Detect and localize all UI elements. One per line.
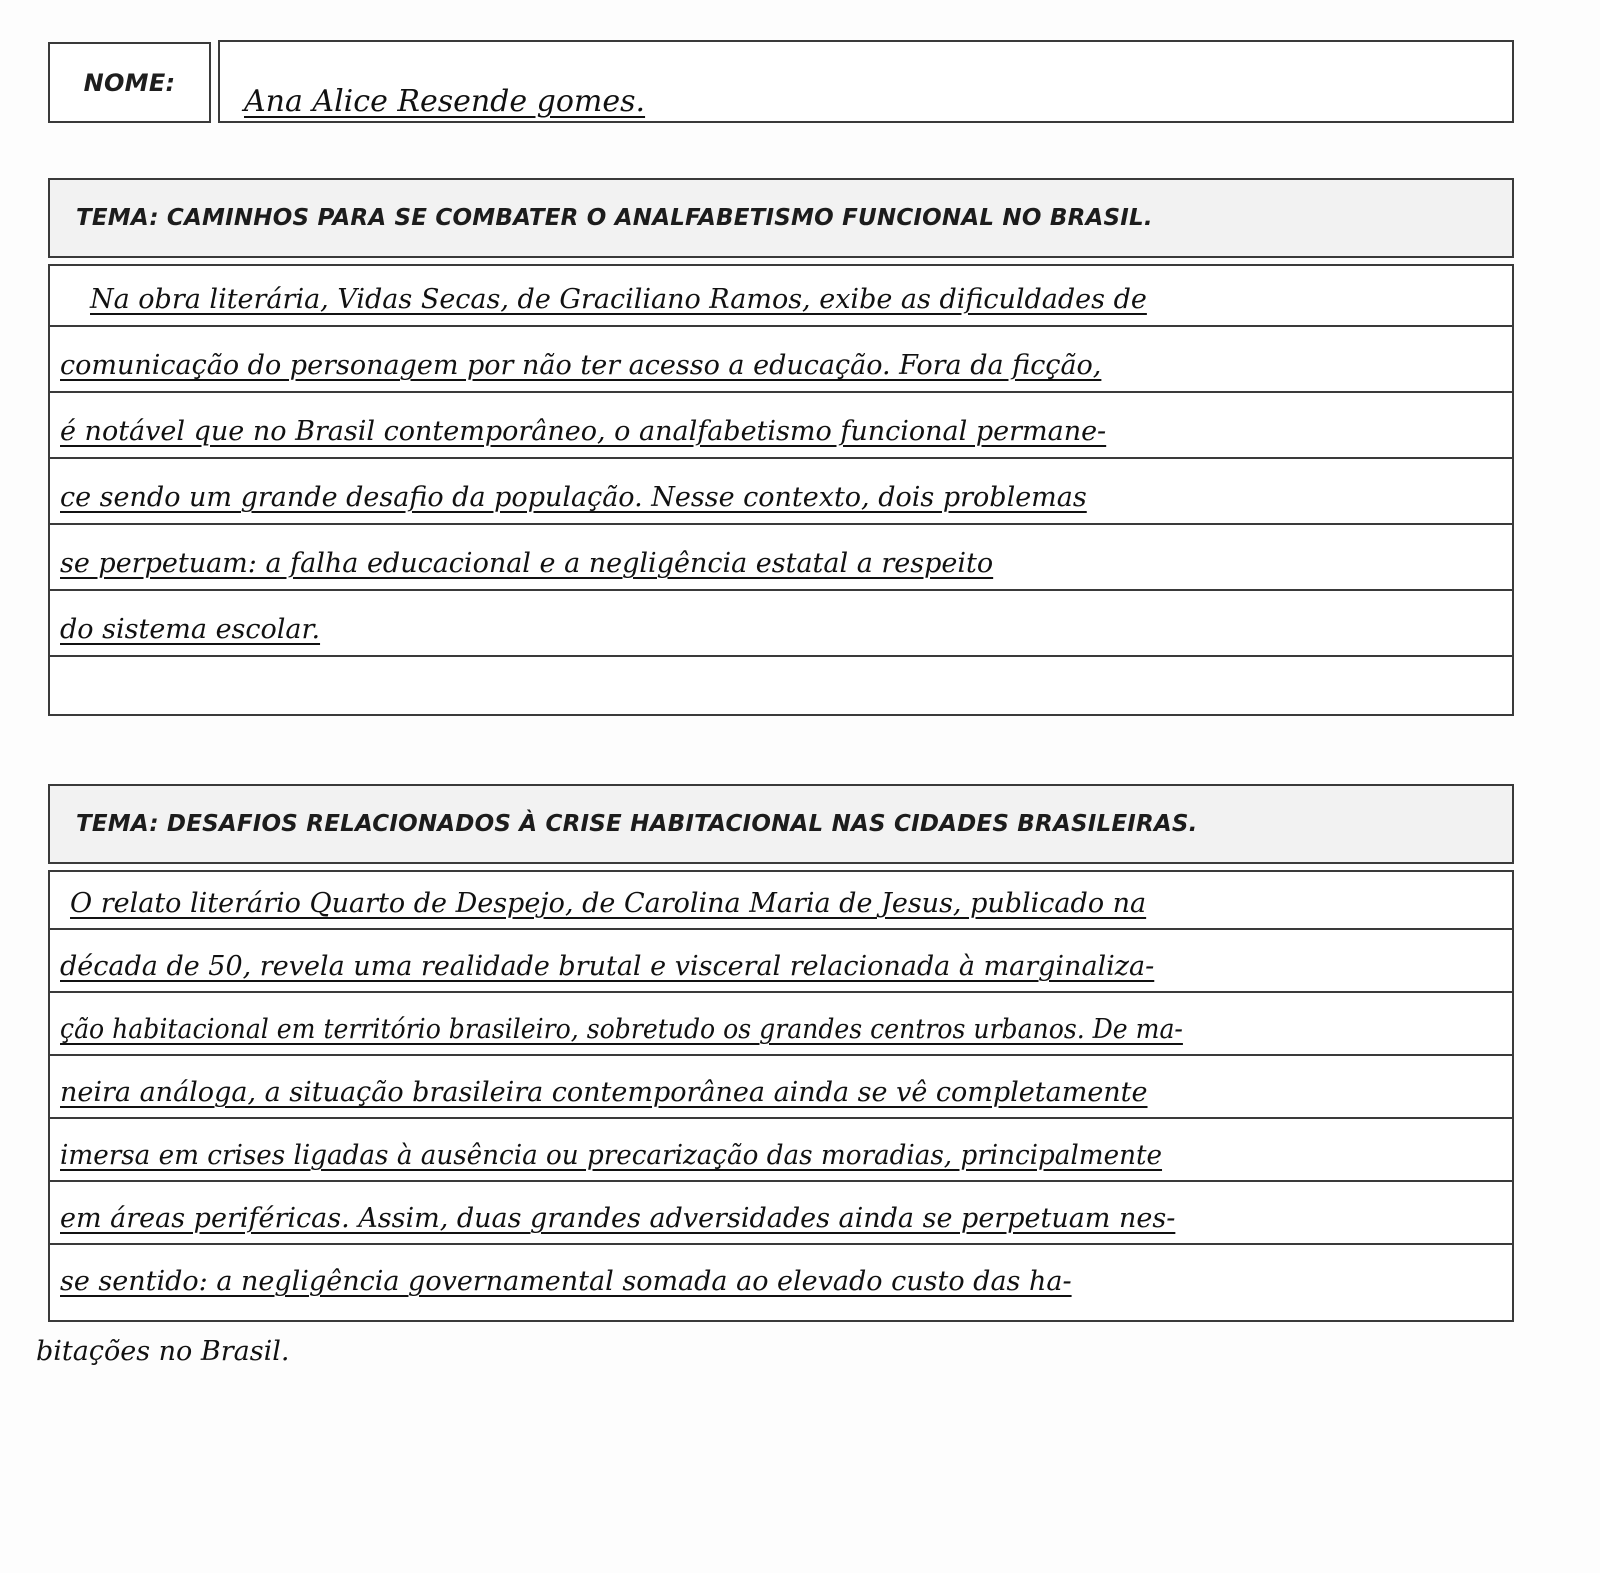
handwritten-line: se sentido: a negligência governamental somada ao elevado custo das ha- <box>60 1266 1072 1297</box>
handwritten-line: ção habitacional em território brasileiro, sobretudo os grandes centros urbanos. De ma- <box>60 1014 1183 1045</box>
ruled-line <box>50 1117 1512 1119</box>
ruled-line <box>50 1243 1512 1245</box>
student-name: Ana Alice Resende gomes. <box>244 84 646 119</box>
name-field <box>218 40 1514 123</box>
handwritten-line: do sistema escolar. <box>60 614 321 645</box>
ruled-line <box>50 457 1512 459</box>
handwritten-line: década de 50, revela uma realidade brutal e visceral relacionada à marginaliza- <box>60 951 1155 982</box>
ruled-line <box>50 1054 1512 1056</box>
ruled-line <box>50 928 1512 930</box>
essay-2-theme-box <box>48 784 1514 864</box>
handwritten-line: ce sendo um grande desafio da população. Nesse contexto, dois problemas <box>60 482 1087 513</box>
essay-1-theme-box <box>48 178 1514 258</box>
ruled-line <box>50 325 1512 327</box>
name-label: NOME: <box>83 68 176 97</box>
handwritten-line: se perpetuam: a falha educacional e a negligência estatal a respeito <box>60 548 994 579</box>
handwritten-line: Na obra literária, Vidas Secas, de Graciliano Ramos, exibe as dificuldades de <box>90 284 1147 315</box>
handwritten-line: neira análoga, a situação brasileira contemporânea ainda se vê completamente <box>60 1077 1148 1108</box>
essay-1-lines <box>48 264 1514 716</box>
essay-2-theme: TEMA: DESAFIOS RELACIONADOS À CRISE HABITACIONAL NAS CIDADES BRASILEIRAS. <box>76 811 1198 837</box>
essay-1-theme: TEMA: CAMINHOS PARA SE COMBATER O ANALFABETISMO FUNCIONAL NO BRASIL. <box>76 205 1153 231</box>
handwritten-line-overflow: bitações no Brasil. <box>36 1336 290 1367</box>
essay-2-lines <box>48 870 1514 1322</box>
ruled-line <box>50 391 1512 393</box>
ruled-line <box>50 655 1512 657</box>
handwritten-line: imersa em crises ligadas à ausência ou precarização das moradias, principalmente <box>60 1140 1163 1171</box>
handwritten-line: comunicação do personagem por não ter acesso a educação. Fora da ficção, <box>60 350 1102 381</box>
ruled-line <box>50 1180 1512 1182</box>
ruled-line <box>50 991 1512 993</box>
ruled-line <box>50 523 1512 525</box>
handwritten-line: O relato literário Quarto de Despejo, de Carolina Maria de Jesus, publicado na <box>70 888 1147 919</box>
ruled-line <box>50 589 1512 591</box>
handwritten-line: em áreas periféricas. Assim, duas grandes adversidades ainda se perpetuam nes- <box>60 1203 1176 1234</box>
handwritten-line: é notável que no Brasil contemporâneo, o analfabetismo funcional permane- <box>60 416 1107 447</box>
name-label-box <box>48 42 211 123</box>
